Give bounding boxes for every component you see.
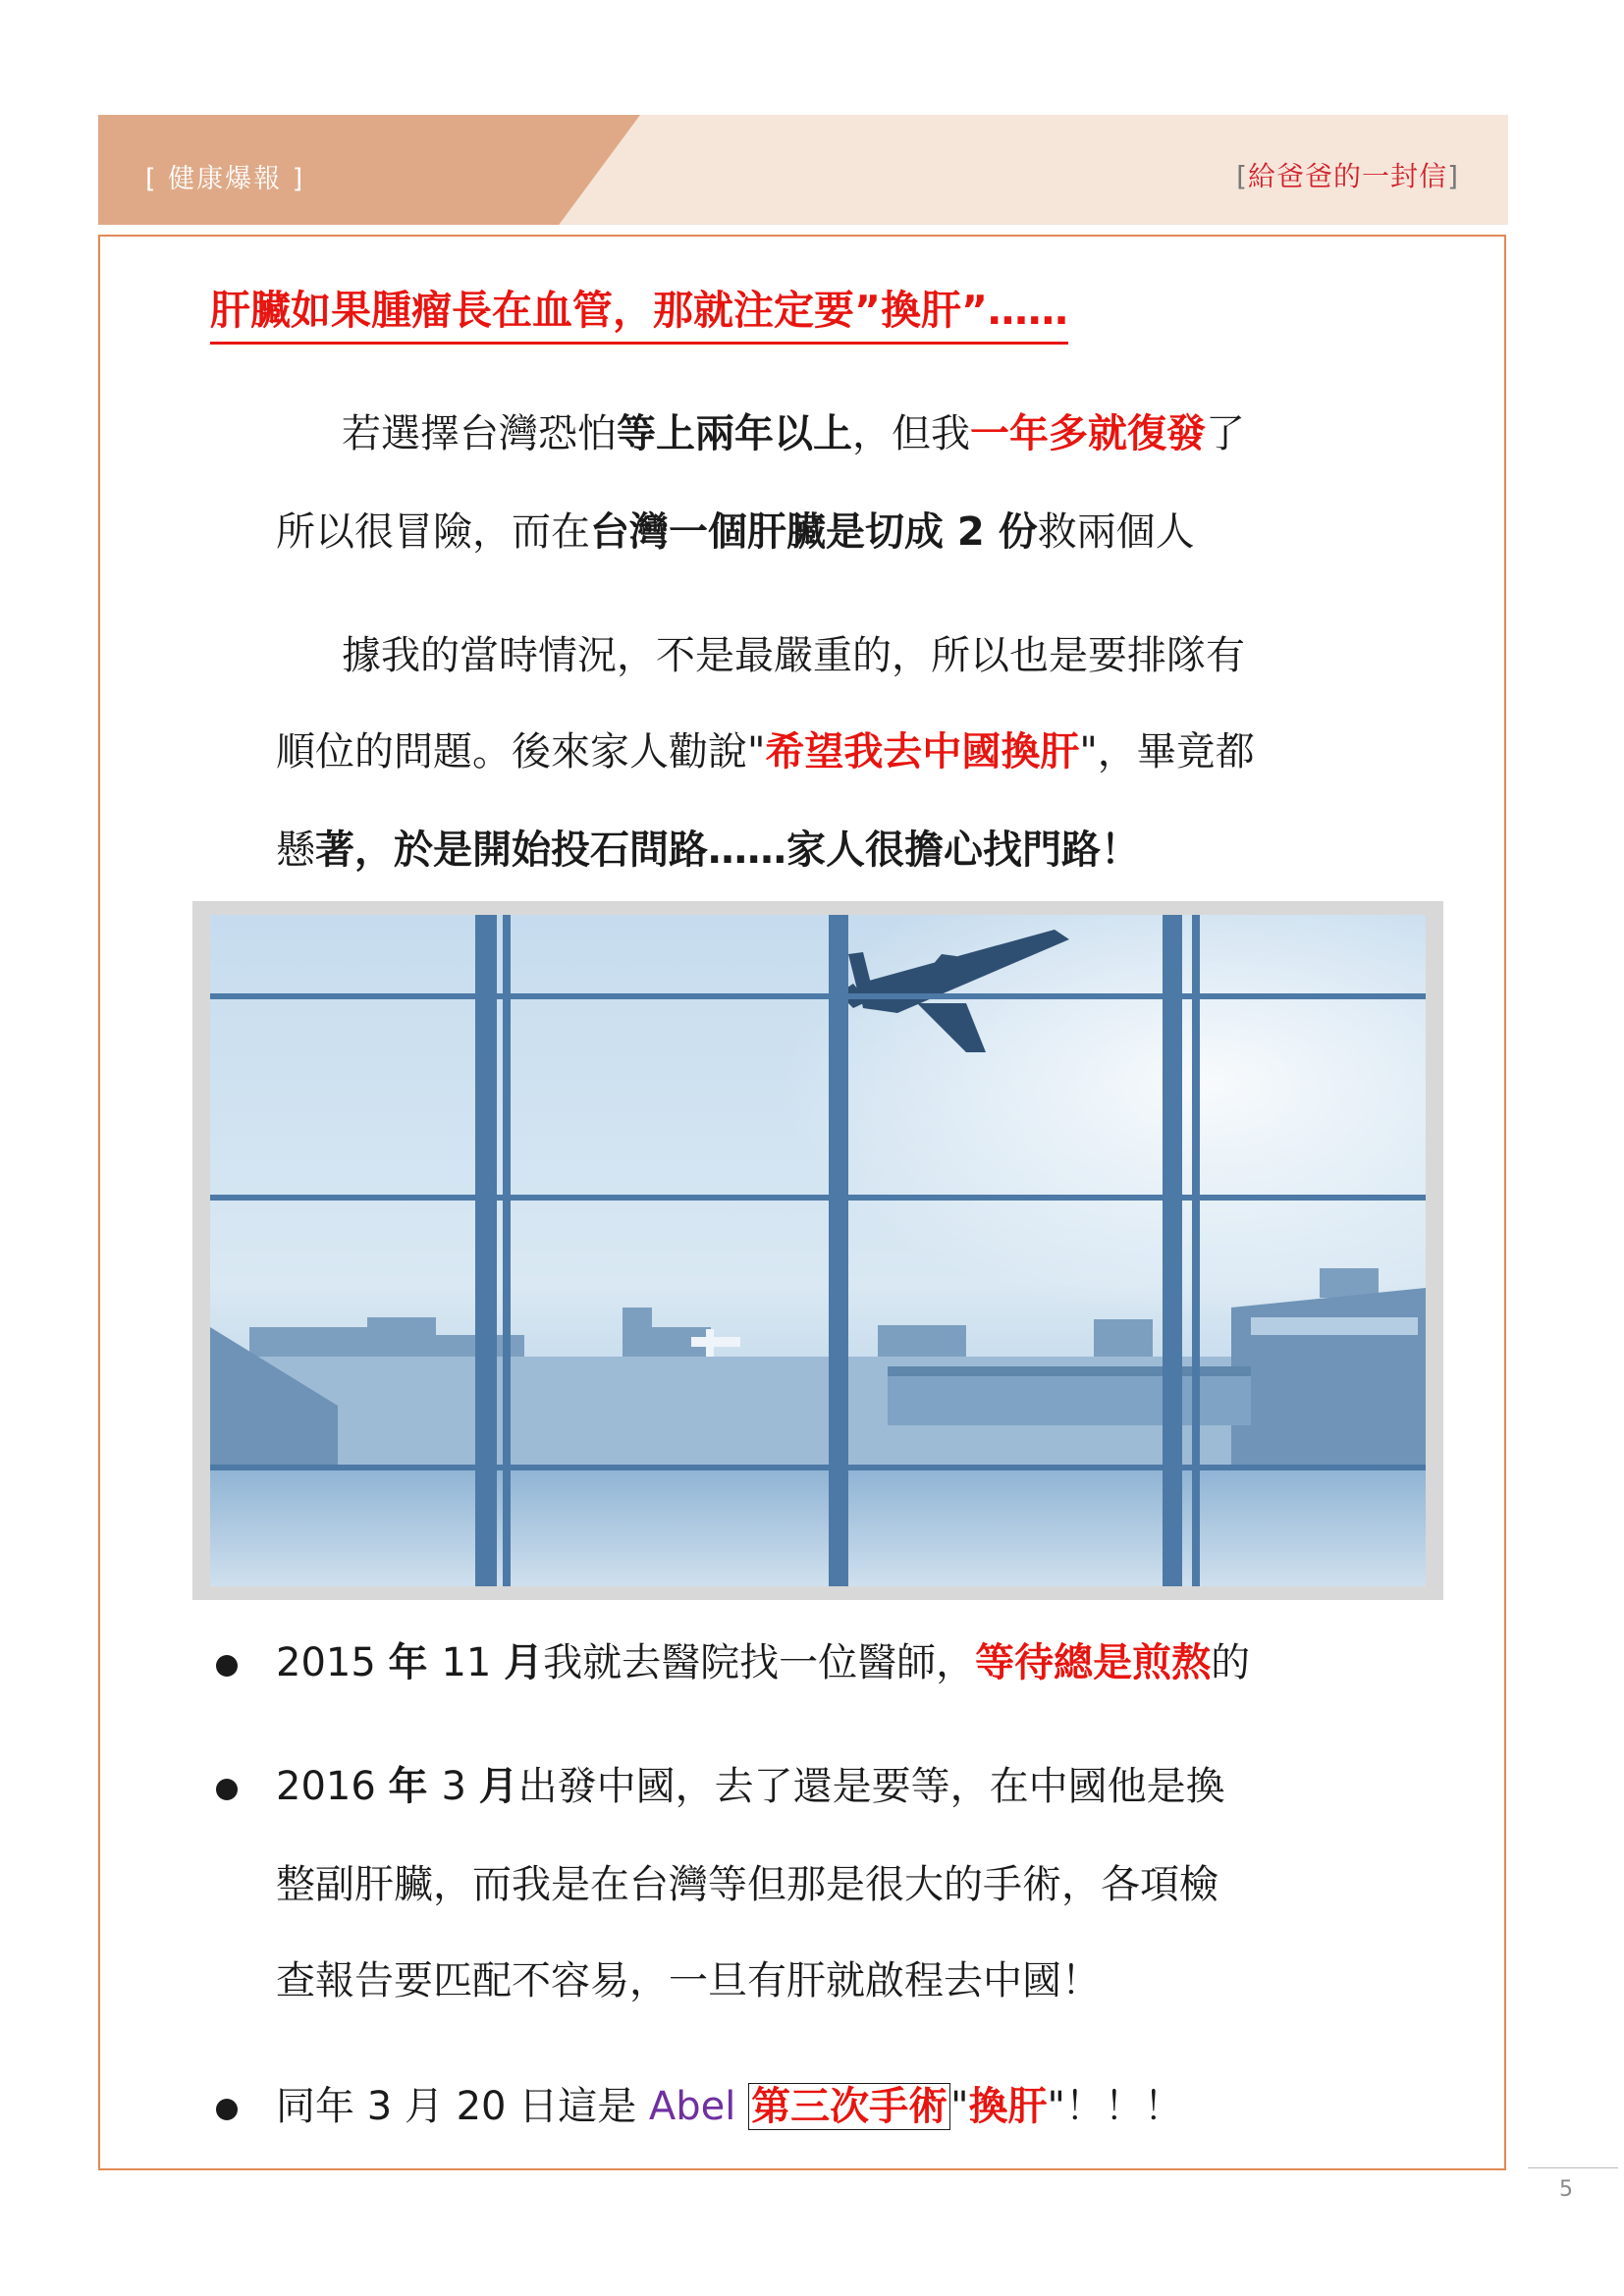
text-run: 等待總是煎熬 <box>975 1640 1212 1685</box>
text-run: 查報告要匹配不容易，一旦有肝就啟程去中國！ <box>276 1958 1101 2003</box>
bullet-3-dot <box>216 2099 238 2120</box>
text-run <box>735 2084 748 2129</box>
text-run: 年 <box>388 1640 442 1685</box>
text-run: 救兩個人 <box>1037 509 1195 555</box>
text-run: 的 <box>1211 1640 1251 1685</box>
text-run: 月 <box>478 1764 518 1809</box>
bullet-2-dot <box>216 1779 238 1800</box>
paragraph-2-line-3 <box>276 819 1454 875</box>
page-number-rule <box>1528 2167 1618 2168</box>
text-run: 整副肝臟，而我是在台灣等但那是很大的手術，各項檢 <box>276 1862 1218 1907</box>
text-run: 換肝 <box>968 2084 1048 2129</box>
page-number: 5 <box>1559 2177 1573 2202</box>
text-run: 一年多就復發 <box>970 411 1206 456</box>
bullet-2-line-1 <box>276 1755 1225 1811</box>
bullet-2-line-2 <box>276 1853 1218 1909</box>
text-run: 年 <box>388 1764 442 1809</box>
section-label: [ 健康爆報 ] <box>145 164 305 194</box>
document-title: [給爸爸的一封信] <box>1236 160 1459 192</box>
text-run: 3 <box>441 1764 479 1809</box>
text-run: 若選擇台灣恐怕 <box>342 411 617 456</box>
text-run: 據我的當時情況，不是最嚴重的，所以也是要排隊有 <box>342 633 1245 678</box>
text-run: ，但我 <box>852 411 970 456</box>
text-run: 11 <box>441 1640 505 1685</box>
text-run: 懸 <box>276 828 315 873</box>
text-run: 希望我去中國換肝 <box>765 729 1080 774</box>
text-run: "！！！ <box>1047 2084 1183 2129</box>
text-run: " <box>950 2084 969 2129</box>
text-run: 同年 3 月 20 日這是 <box>276 2084 649 2129</box>
text-run: 了 <box>1206 411 1245 456</box>
text-run: 2015 <box>276 1640 389 1685</box>
paragraph-1-line-2 <box>276 501 1454 557</box>
text-run: 我就去醫院找一位醫師， <box>543 1640 976 1685</box>
text-run: 順位的問題。後來家人勸說" <box>276 729 766 774</box>
bullet-1-dot <box>216 1655 238 1677</box>
text-run: 台灣一個肝臟是切成 2 份 <box>590 509 1038 555</box>
bullet-3-line-1 <box>276 2075 1183 2131</box>
text-run: 2016 <box>276 1764 389 1809</box>
paragraph-2-line-2 <box>276 721 1454 776</box>
airport-window-image <box>210 915 1426 1586</box>
headline: 肝臟如果腫瘤長在血管，那就注定要”換肝”…… <box>210 278 1068 345</box>
text-run: 出發中國，去了還是要等，在中國他是換 <box>517 1764 1225 1809</box>
airport-photo <box>192 901 1443 1600</box>
text-run: "，畢竟都 <box>1079 729 1255 774</box>
text-run: 等上兩年以上 <box>617 411 852 456</box>
bullet-1-line-1 <box>276 1631 1250 1687</box>
text-run: 第三次手術 <box>748 2083 950 2130</box>
text-run: 著，於是開始投石問路……家人很擔心找門路！ <box>315 828 1140 873</box>
text-run: 所以很冒險，而在 <box>276 509 590 555</box>
text-run: Abel <box>648 2084 736 2129</box>
paragraph-1-line-1 <box>342 402 1520 458</box>
text-run: 月 <box>504 1640 544 1685</box>
paragraph-2-line-1 <box>342 624 1520 680</box>
bullet-2-line-3 <box>276 1949 1101 2005</box>
